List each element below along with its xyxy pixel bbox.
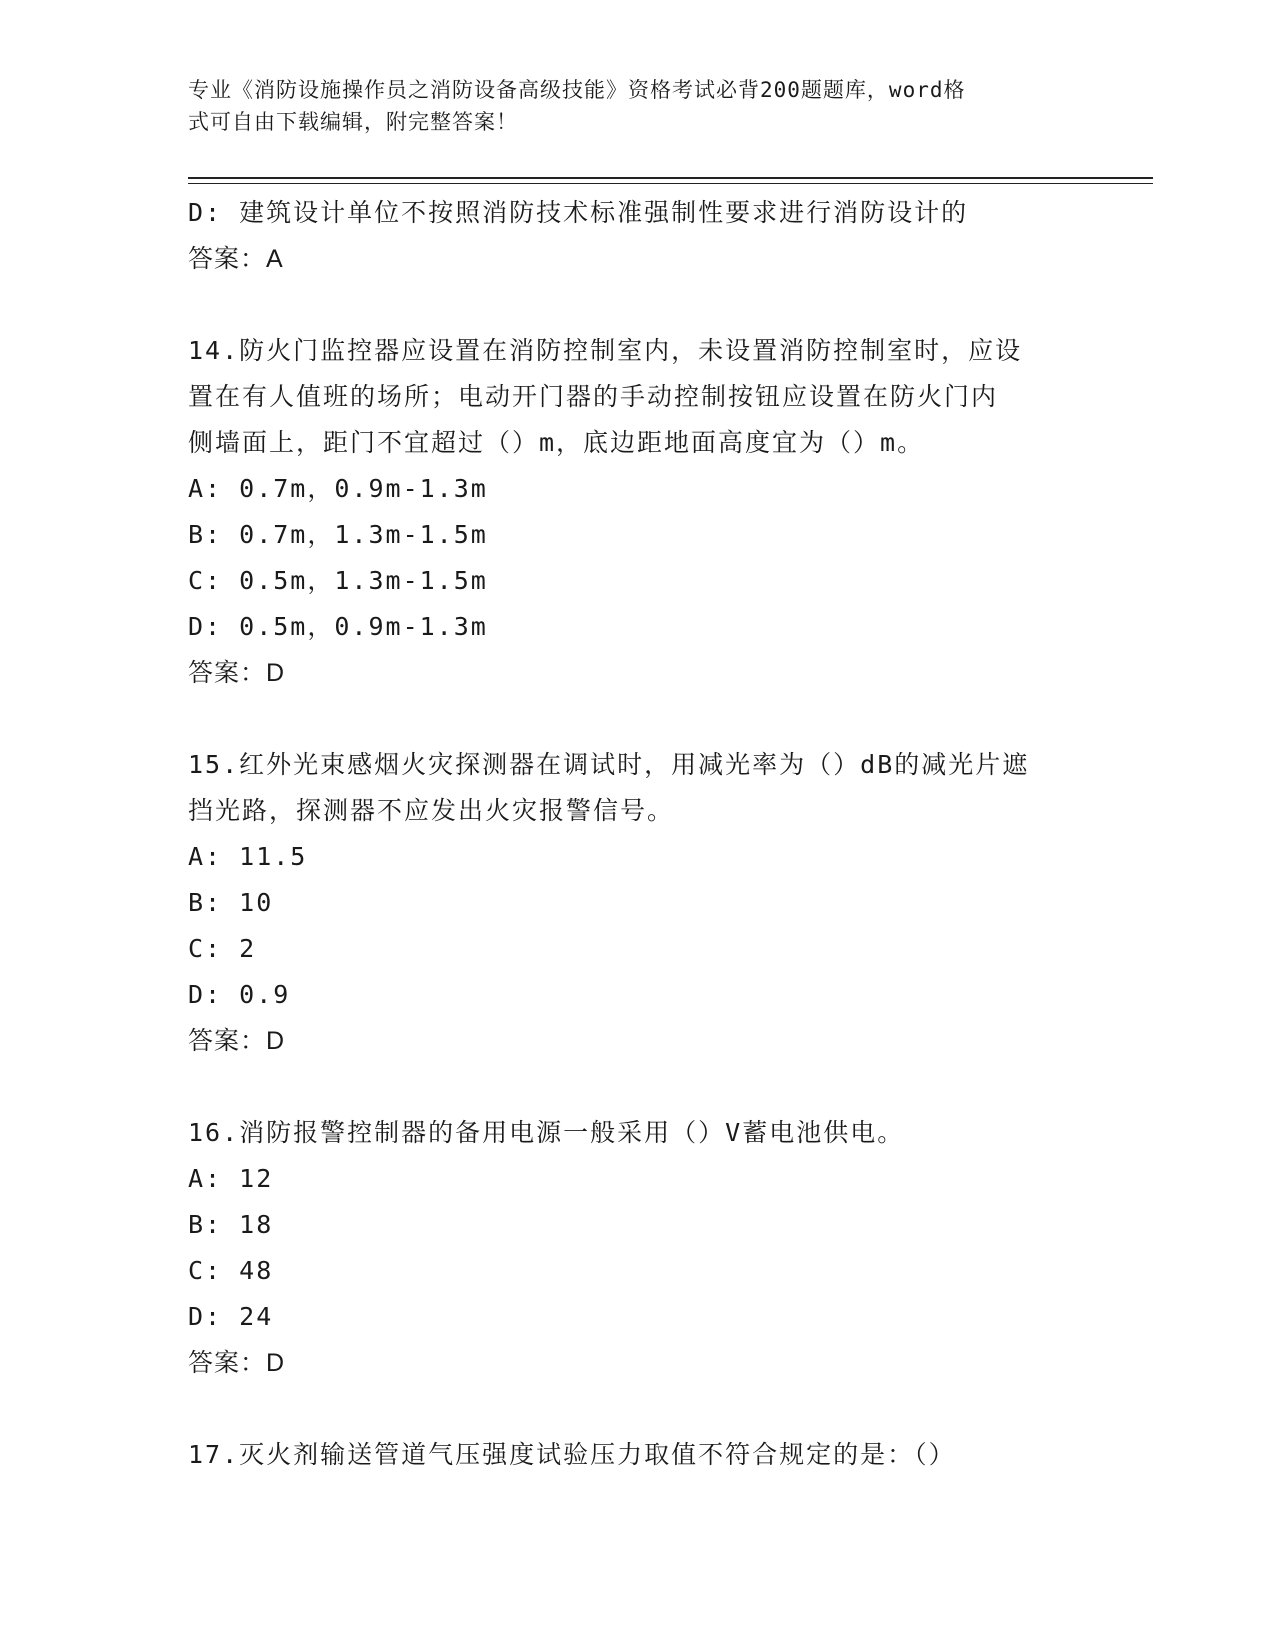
answer-line: 答案：D xyxy=(188,1349,286,1377)
question-stem-line: 侧墙面上，距门不宜超过（）m，底边距地面高度宜为（）m。 xyxy=(188,428,925,457)
question-stem-line: 17.灭火剂输送管道气压强度试验压力取值不符合规定的是：（） xyxy=(188,1440,956,1469)
spacer xyxy=(188,696,1088,742)
option-d: D: 建筑设计单位不按照消防技术标准强制性要求进行消防设计的 xyxy=(188,198,969,227)
option-c: C: 2 xyxy=(188,934,257,963)
question-stem-line: 挡光路，探测器不应发出火灾报警信号。 xyxy=(188,796,675,825)
spacer xyxy=(188,282,1088,328)
document-body xyxy=(188,190,1088,1478)
option-b: B: 18 xyxy=(188,1210,274,1239)
previous-question-tail xyxy=(188,190,1088,282)
option-a: A: 12 xyxy=(188,1164,274,1193)
option-a: A: 11.5 xyxy=(188,842,308,871)
answer-line: 答案：D xyxy=(188,1027,286,1055)
answer-line: 答案：A xyxy=(188,245,284,273)
header-line-2: 式可自由下载编辑，附完整答案！ xyxy=(188,110,518,134)
question-stem-line: 14.防火门监控器应设置在消防控制室内，未设置消防控制室时，应设 xyxy=(188,336,1023,365)
option-c: C: 0.5m，1.3m-1.5m xyxy=(188,566,488,595)
spacer xyxy=(188,1386,1088,1432)
answer-line: 答案：D xyxy=(188,659,286,687)
option-d: D: 0.9 xyxy=(188,980,291,1009)
option-b: B: 0.7m，1.3m-1.5m xyxy=(188,520,488,549)
question-17 xyxy=(188,1432,1088,1478)
question-stem-line: 置在有人值班的场所；电动开门器的手动控制按钮应设置在防火门内 xyxy=(188,382,999,411)
option-d: D: 24 xyxy=(188,1302,274,1331)
question-stem-line: 15.红外光束感烟火灾探测器在调试时，用减光率为（）dB的减光片遮 xyxy=(188,750,1030,779)
header-divider-thick xyxy=(188,177,1153,179)
option-c: C: 48 xyxy=(188,1256,274,1285)
question-14 xyxy=(188,328,1088,696)
option-b: B: 10 xyxy=(188,888,274,917)
question-stem-line: 16.消防报警控制器的备用电源一般采用（）V蓄电池供电。 xyxy=(188,1118,905,1147)
option-d: D: 0.5m，0.9m-1.3m xyxy=(188,612,488,641)
question-16 xyxy=(188,1110,1088,1386)
spacer xyxy=(188,1064,1088,1110)
header-line-1: 专业《消防设施操作员之消防设备高级技能》资格考试必背200题题库，word格 xyxy=(188,78,966,102)
question-15 xyxy=(188,742,1088,1064)
document-header xyxy=(188,74,1068,138)
header-divider-thin xyxy=(188,183,1153,184)
option-a: A: 0.7m，0.9m-1.3m xyxy=(188,474,488,503)
